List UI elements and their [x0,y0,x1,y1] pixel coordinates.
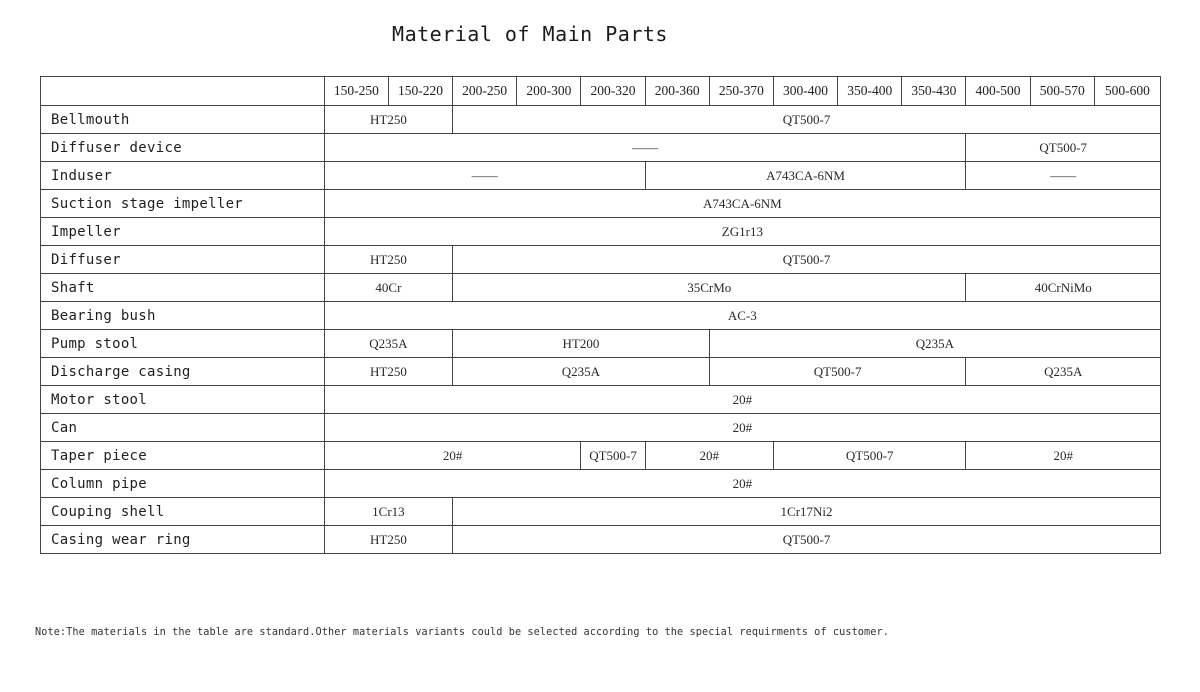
material-cell: 1Cr17Ni2 [453,498,1161,526]
material-cell: QT500-7 [773,442,966,470]
table-row [41,414,1161,442]
table-row [41,330,1161,358]
table-row [41,190,1161,218]
part-name-cell: Shaft [41,274,325,302]
column-header: 350-400 [838,77,902,106]
material-cell: QT500-7 [966,134,1161,162]
part-name-cell: Diffuser device [41,134,325,162]
material-cell: —— [966,162,1161,190]
materials-table-body [41,77,1161,554]
part-name-cell: Suction stage impeller [41,190,325,218]
material-cell: 20# [324,414,1160,442]
part-name-cell: Impeller [41,218,325,246]
material-cell: 20# [324,386,1160,414]
material-cell: 20# [324,470,1160,498]
column-header: 150-250 [324,77,388,106]
part-name-cell: Motor stool [41,386,325,414]
material-cell: Q235A [966,358,1161,386]
table-row [41,302,1161,330]
material-cell: HT200 [453,330,710,358]
part-name-cell: Couping shell [41,498,325,526]
table-row [41,442,1161,470]
column-header: 150-220 [388,77,452,106]
material-cell: 40Cr [324,274,452,302]
part-name-cell: Taper piece [41,442,325,470]
part-name-cell: Diffuser [41,246,325,274]
material-cell: QT500-7 [709,358,966,386]
material-cell: QT500-7 [453,106,1161,134]
table-row [41,274,1161,302]
material-cell: QT500-7 [453,526,1161,554]
material-cell: HT250 [324,358,452,386]
table-row [41,470,1161,498]
material-cell: A743CA-6NM [324,190,1160,218]
column-header: 200-320 [581,77,645,106]
material-cell: 35CrMo [453,274,966,302]
materials-table [40,76,1161,554]
table-row [41,162,1161,190]
material-cell: Q235A [453,358,710,386]
part-name-cell: Bearing bush [41,302,325,330]
column-header: 350-430 [902,77,966,106]
part-name-cell: Discharge casing [41,358,325,386]
material-cell: A743CA-6NM [645,162,966,190]
table-row [41,498,1161,526]
column-header: 250-370 [709,77,773,106]
material-cell: QT500-7 [581,442,645,470]
column-header: 500-570 [1030,77,1094,106]
column-header: 200-250 [453,77,517,106]
header-corner-cell [41,77,325,106]
material-cell: QT500-7 [453,246,1161,274]
column-header: 200-300 [517,77,581,106]
column-header: 500-600 [1094,77,1160,106]
material-cell: —— [324,134,966,162]
part-name-cell: Can [41,414,325,442]
table-header-row [41,77,1161,106]
table-row [41,386,1161,414]
table-row [41,106,1161,134]
part-name-cell: Pump stool [41,330,325,358]
part-name-cell: Induser [41,162,325,190]
material-cell: Q235A [324,330,452,358]
table-row [41,134,1161,162]
material-cell: HT250 [324,106,452,134]
column-header: 400-500 [966,77,1030,106]
material-cell: —— [324,162,645,190]
table-row [41,358,1161,386]
material-cell: AC-3 [324,302,1160,330]
material-cell: ZG1r13 [324,218,1160,246]
material-cell: Q235A [709,330,1160,358]
material-cell: 20# [645,442,773,470]
table-row [41,218,1161,246]
material-cell: 1Cr13 [324,498,452,526]
material-cell: 20# [324,442,581,470]
column-header: 200-360 [645,77,709,106]
table-row [41,526,1161,554]
table-row [41,246,1161,274]
part-name-cell: Column pipe [41,470,325,498]
part-name-cell: Bellmouth [41,106,325,134]
footnote: Note:The materials in the table are standard.Other materials variants could be selected according to the special requirments of customer. [35,627,889,638]
material-cell: 20# [966,442,1161,470]
material-cell: 40CrNiMo [966,274,1161,302]
part-name-cell: Casing wear ring [41,526,325,554]
material-cell: HT250 [324,246,452,274]
page-title: Material of Main Parts [392,22,668,46]
material-cell: HT250 [324,526,452,554]
column-header: 300-400 [773,77,837,106]
